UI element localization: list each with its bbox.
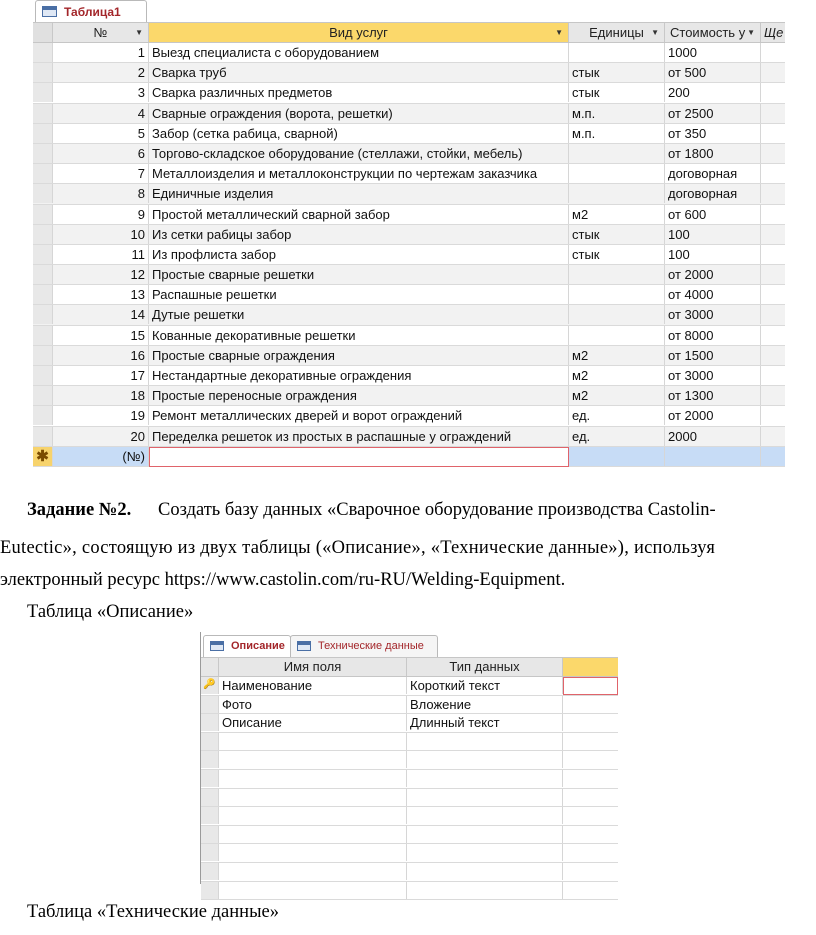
cell-data-type[interactable] — [407, 733, 563, 750]
column-header-label: Стоимость у — [670, 25, 746, 40]
tab-description[interactable] — [203, 635, 291, 657]
cell-cost[interactable]: от 350 — [665, 124, 761, 143]
table-row[interactable] — [33, 285, 785, 305]
task-text: электронный ресурс https://www.castolin.com/ru-RU/Welding-Equipment. — [0, 570, 566, 590]
cell-data-type[interactable] — [407, 863, 563, 880]
cell-units[interactable] — [569, 164, 665, 183]
cell-num[interactable]: 5 — [53, 124, 149, 143]
table-row[interactable] — [33, 184, 785, 204]
cell-service[interactable]: Переделка решеток из простых в распашные у ограждений — [149, 427, 569, 446]
cell-num[interactable]: 4 — [53, 104, 149, 123]
design-header-row — [201, 657, 618, 677]
column-header-description[interactable] — [563, 658, 618, 676]
caption-description: Таблица «Описание» — [27, 602, 194, 622]
column-header-units[interactable] — [569, 23, 665, 42]
cell-units[interactable]: ед. — [569, 427, 665, 446]
cell-field-name[interactable] — [219, 844, 407, 861]
cell-cost[interactable]: от 1800 — [665, 144, 761, 163]
cell-service[interactable]: Из профлиста забор — [149, 245, 569, 264]
cell-data-type[interactable] — [407, 789, 563, 806]
cell-description[interactable] — [563, 807, 618, 824]
cell-description[interactable] — [563, 677, 618, 695]
cell-service[interactable]: Из сетки рабицы забор — [149, 225, 569, 244]
cell-field-name[interactable] — [219, 733, 407, 750]
cell-units[interactable]: стык — [569, 63, 665, 82]
cell-description[interactable] — [563, 770, 618, 787]
cell-extra[interactable] — [761, 43, 785, 62]
cell-extra[interactable] — [761, 346, 785, 365]
dropdown-arrow-icon[interactable]: ▼ — [747, 28, 755, 37]
cell-service[interactable]: Торгово-складское оборудование (стеллажи, стойки, мебель) — [149, 144, 569, 163]
table-icon — [297, 641, 311, 651]
cell-extra[interactable] — [761, 104, 785, 123]
caption-technical-data: Таблица «Технические данные» — [27, 902, 279, 922]
row-selector[interactable] — [33, 124, 53, 143]
table-row[interactable] — [33, 366, 785, 386]
cell-num[interactable]: 10 — [53, 225, 149, 244]
cell-extra[interactable] — [761, 144, 785, 163]
row-selector[interactable] — [33, 366, 53, 385]
field-row[interactable] — [201, 789, 618, 808]
cell-description[interactable] — [563, 826, 618, 843]
cell-num[interactable]: 1 — [53, 43, 149, 62]
row-selector[interactable] — [201, 677, 219, 694]
cell-extra[interactable] — [761, 184, 785, 203]
row-selector[interactable] — [201, 696, 219, 713]
tab-label: Технические данные — [318, 640, 424, 652]
row-selector[interactable] — [33, 245, 53, 264]
cell-field-name[interactable]: Описание — [219, 714, 407, 731]
cell-num[interactable]: 3 — [53, 83, 149, 102]
cell-data-type[interactable]: Вложение — [407, 696, 563, 713]
cell-data-type[interactable] — [407, 770, 563, 787]
cell-extra[interactable] — [761, 205, 785, 224]
row-selector[interactable] — [33, 326, 53, 345]
field-row[interactable] — [201, 696, 618, 715]
cell-num[interactable]: 6 — [53, 144, 149, 163]
field-row[interactable] — [201, 863, 618, 882]
column-header-data-type[interactable]: Тип данных — [407, 658, 563, 676]
cell-units[interactable]: м.п. — [569, 104, 665, 123]
cell-extra[interactable] — [761, 265, 785, 284]
cell-extra[interactable] — [761, 124, 785, 143]
cell-cost[interactable]: 100 — [665, 225, 761, 244]
row-selector[interactable] — [201, 770, 219, 787]
cell-service[interactable]: Распашные решетки — [149, 285, 569, 304]
row-selector[interactable] — [33, 225, 53, 244]
row-selector[interactable] — [201, 826, 219, 843]
table-row[interactable] — [33, 124, 785, 144]
cell-units[interactable]: м2 — [569, 346, 665, 365]
task-heading: Задание №2. — [27, 500, 132, 520]
tab-bar — [33, 0, 785, 22]
cell-units[interactable]: м2 — [569, 386, 665, 405]
cell-extra[interactable] — [761, 366, 785, 385]
cell-units[interactable] — [569, 144, 665, 163]
row-selector[interactable] — [201, 751, 219, 768]
cell-service[interactable]: Нестандартные декоративные ограждения — [149, 366, 569, 385]
cell-description[interactable] — [563, 882, 618, 899]
column-header-label: Единицы — [589, 25, 644, 40]
cell-units[interactable]: стык — [569, 245, 665, 264]
cell-service[interactable]: Выезд специалиста с оборудованием — [149, 43, 569, 62]
row-selector[interactable] — [33, 346, 53, 365]
cell-units[interactable]: стык — [569, 225, 665, 244]
field-row[interactable] — [201, 826, 618, 845]
cell-num[interactable]: 15 — [53, 326, 149, 345]
row-selector[interactable] — [201, 882, 219, 899]
cell-service[interactable]: Ремонт металлических дверей и ворот ограждений — [149, 406, 569, 425]
cell-units[interactable] — [569, 305, 665, 324]
cell-service[interactable]: Сварка труб — [149, 63, 569, 82]
row-selector[interactable] — [33, 104, 53, 123]
row-selector[interactable] — [33, 144, 53, 163]
column-header-row — [33, 22, 785, 43]
row-selector[interactable] — [201, 789, 219, 806]
field-row[interactable] — [201, 807, 618, 826]
column-header-label: Вид услуг — [329, 25, 388, 40]
cell-description[interactable] — [563, 751, 618, 768]
row-selector[interactable] — [33, 164, 53, 183]
cell-units[interactable] — [569, 43, 665, 62]
cell-data-type[interactable] — [407, 807, 563, 824]
tab-technical-data[interactable] — [290, 635, 438, 657]
cell-units[interactable] — [569, 265, 665, 284]
cell-extra[interactable] — [761, 245, 785, 264]
row-selector[interactable] — [33, 184, 53, 203]
row-selector[interactable] — [33, 63, 53, 82]
table-row[interactable] — [33, 144, 785, 164]
select-all-cell[interactable] — [201, 658, 219, 676]
cell-num[interactable]: 17 — [53, 366, 149, 385]
table-row[interactable] — [33, 427, 785, 447]
table-row[interactable] — [33, 43, 785, 63]
cell-extra[interactable] — [761, 386, 785, 405]
row-selector[interactable] — [33, 406, 53, 425]
row-selector[interactable] — [201, 844, 219, 861]
row-selector[interactable] — [201, 863, 219, 880]
cell-service[interactable]: Металлоизделия и металлоконструкции по чертежам заказчика — [149, 164, 569, 183]
cell-service[interactable]: Простой металлический сварной забор — [149, 205, 569, 224]
table-icon — [210, 641, 224, 651]
cell-service[interactable]: Дутые решетки — [149, 305, 569, 324]
cell-cost[interactable]: 200 — [665, 83, 761, 102]
cell-field-name[interactable] — [219, 789, 407, 806]
cell-units[interactable]: стык — [569, 83, 665, 102]
cell-cost[interactable]: от 3000 — [665, 366, 761, 385]
cell-cost[interactable]: 2000 — [665, 427, 761, 446]
row-selector[interactable] — [201, 714, 219, 731]
cell-data-type[interactable] — [407, 751, 563, 768]
table-row[interactable] — [33, 225, 785, 245]
field-row[interactable] — [201, 733, 618, 752]
cell-data-type[interactable]: Длинный текст — [407, 714, 563, 731]
cell-extra[interactable] — [761, 427, 785, 446]
cell-description[interactable] — [563, 733, 618, 750]
row-selector[interactable] — [33, 427, 53, 446]
cell-service[interactable]: Сварка различных предметов — [149, 83, 569, 102]
row-selector[interactable] — [201, 807, 219, 824]
column-header-label: Ще — [764, 25, 784, 40]
cell-service[interactable]: Забор (сетка рабица, сварной) — [149, 124, 569, 143]
cell-cost[interactable]: от 1300 — [665, 386, 761, 405]
row-selector[interactable] — [33, 285, 53, 304]
cell-units[interactable] — [569, 447, 665, 466]
table-row[interactable] — [33, 83, 785, 103]
cell-cost[interactable]: от 500 — [665, 63, 761, 82]
row-selector[interactable] — [33, 265, 53, 284]
tab-label: Таблица1 — [64, 5, 121, 19]
cell-extra[interactable] — [761, 406, 785, 425]
field-row[interactable] — [201, 844, 618, 863]
cell-field-name[interactable] — [219, 882, 407, 899]
cell-cost[interactable]: от 2000 — [665, 265, 761, 284]
cell-cost[interactable]: от 1500 — [665, 346, 761, 365]
cell-num[interactable]: (№) — [53, 447, 149, 466]
table-row[interactable] — [33, 265, 785, 285]
column-header-num[interactable] — [53, 23, 149, 42]
table-row[interactable] — [33, 205, 785, 225]
cell-num[interactable]: 16 — [53, 346, 149, 365]
cell-extra[interactable] — [761, 63, 785, 82]
cell-units[interactable] — [569, 326, 665, 345]
cell-field-name[interactable] — [219, 863, 407, 880]
cell-num[interactable]: 12 — [53, 265, 149, 284]
new-record-icon: ✱ — [33, 447, 53, 466]
dropdown-arrow-icon[interactable]: ▼ — [555, 28, 563, 37]
select-all-cell[interactable] — [33, 23, 53, 42]
dropdown-arrow-icon[interactable]: ▼ — [135, 28, 143, 37]
cell-description[interactable] — [563, 696, 618, 713]
task-text: Создать базу данных «Сварочное оборудование производства Castolin- — [158, 500, 716, 520]
cell-num[interactable]: 19 — [53, 406, 149, 425]
cell-description[interactable] — [563, 789, 618, 806]
cell-extra[interactable] — [761, 225, 785, 244]
cell-num[interactable]: 20 — [53, 427, 149, 446]
table-row[interactable] — [33, 164, 785, 184]
primary-key-icon: 🔑 — [203, 679, 216, 690]
cell-field-name[interactable]: Фото — [219, 696, 407, 713]
table-row[interactable] — [33, 326, 785, 346]
cell-extra[interactable] — [761, 447, 785, 466]
row-selector[interactable] — [33, 43, 53, 62]
row-selector[interactable] — [33, 205, 53, 224]
column-header-cost[interactable] — [665, 23, 761, 42]
cell-num[interactable]: 2 — [53, 63, 149, 82]
cell-service[interactable]: Сварные ограждения (ворота, решетки) — [149, 104, 569, 123]
cell-extra[interactable] — [761, 164, 785, 183]
cell-units[interactable]: м.п. — [569, 124, 665, 143]
table-body — [33, 43, 785, 467]
cell-cost[interactable]: от 2500 — [665, 104, 761, 123]
cell-units[interactable]: м2 — [569, 205, 665, 224]
field-row[interactable] — [201, 770, 618, 789]
cell-num[interactable]: 14 — [53, 305, 149, 324]
tab-bar — [201, 632, 618, 657]
cell-num[interactable]: 8 — [53, 184, 149, 203]
cell-cost[interactable]: от 3000 — [665, 305, 761, 324]
row-selector[interactable] — [201, 733, 219, 750]
field-row[interactable] — [201, 677, 618, 696]
cell-data-type[interactable] — [407, 844, 563, 861]
field-row[interactable] — [201, 751, 618, 770]
cell-field-name[interactable] — [219, 826, 407, 843]
cell-num[interactable]: 18 — [53, 386, 149, 405]
cell-extra[interactable] — [761, 326, 785, 345]
cell-field-name[interactable] — [219, 751, 407, 768]
cell-description[interactable] — [563, 844, 618, 861]
row-selector[interactable] — [33, 305, 53, 324]
row-selector[interactable] — [33, 386, 53, 405]
design-view-table — [200, 632, 618, 884]
cell-units[interactable] — [569, 184, 665, 203]
column-header-field-name[interactable]: Имя поля — [219, 658, 407, 676]
table-row[interactable] — [33, 245, 785, 265]
cell-data-type[interactable] — [407, 882, 563, 899]
task-paragraph-line — [0, 570, 816, 591]
table-row[interactable] — [33, 63, 785, 83]
cell-data-type[interactable]: Короткий текст — [407, 677, 563, 694]
cell-service[interactable]: Простые сварные ограждения — [149, 346, 569, 365]
cell-service[interactable]: Простые сварные решетки — [149, 265, 569, 284]
cell-service-input[interactable] — [149, 447, 569, 467]
cell-extra[interactable] — [761, 83, 785, 102]
cell-cost[interactable] — [665, 447, 761, 466]
dropdown-arrow-icon[interactable]: ▼ — [651, 28, 659, 37]
cell-description[interactable] — [563, 863, 618, 880]
cell-units[interactable]: м2 — [569, 366, 665, 385]
cell-num[interactable]: 9 — [53, 205, 149, 224]
row-selector[interactable] — [33, 83, 53, 102]
cell-description[interactable] — [563, 714, 618, 731]
cell-num[interactable]: 7 — [53, 164, 149, 183]
cell-service[interactable]: Кованные декоративные решетки — [149, 326, 569, 345]
tab-label: Описание — [231, 640, 285, 652]
cell-field-name[interactable] — [219, 807, 407, 824]
cell-field-name[interactable] — [219, 770, 407, 787]
cell-field-name[interactable]: Наименование — [219, 677, 407, 694]
cell-num[interactable]: 13 — [53, 285, 149, 304]
datasheet-table1 — [33, 0, 785, 472]
cell-cost[interactable]: от 2000 — [665, 406, 761, 425]
cell-cost[interactable]: от 8000 — [665, 326, 761, 345]
cell-cost[interactable]: от 4000 — [665, 285, 761, 304]
table-row[interactable] — [33, 104, 785, 124]
table-row[interactable] — [33, 406, 785, 426]
cell-num[interactable]: 11 — [53, 245, 149, 264]
cell-cost[interactable]: договорная — [665, 184, 761, 203]
column-header-label: № — [93, 25, 108, 40]
table-icon — [42, 6, 57, 17]
column-header-service[interactable] — [149, 23, 569, 42]
cell-data-type[interactable] — [407, 826, 563, 843]
table-row[interactable] — [33, 386, 785, 406]
field-row[interactable] — [201, 882, 618, 901]
cell-units[interactable] — [569, 285, 665, 304]
new-record-row[interactable] — [33, 447, 785, 467]
task-text: Eutectic», состоящую из двух таблицы («Описание», «Технические данные»), используя — [0, 538, 716, 558]
cell-service[interactable]: Единичные изделия — [149, 184, 569, 203]
cell-service[interactable]: Простые переносные ограждения — [149, 386, 569, 405]
task-paragraph-line — [0, 538, 816, 559]
cell-extra[interactable] — [761, 305, 785, 324]
cell-cost[interactable]: 100 — [665, 245, 761, 264]
column-header-extra[interactable] — [761, 23, 785, 42]
field-row[interactable] — [201, 714, 618, 733]
cell-cost[interactable]: договорная — [665, 164, 761, 183]
table-row[interactable] — [33, 305, 785, 325]
tab-table1[interactable] — [35, 0, 147, 22]
cell-extra[interactable] — [761, 285, 785, 304]
cell-cost[interactable]: от 600 — [665, 205, 761, 224]
cell-cost[interactable]: 1000 — [665, 43, 761, 62]
table-row[interactable] — [33, 346, 785, 366]
design-table-body — [201, 677, 618, 900]
cell-units[interactable]: ед. — [569, 406, 665, 425]
